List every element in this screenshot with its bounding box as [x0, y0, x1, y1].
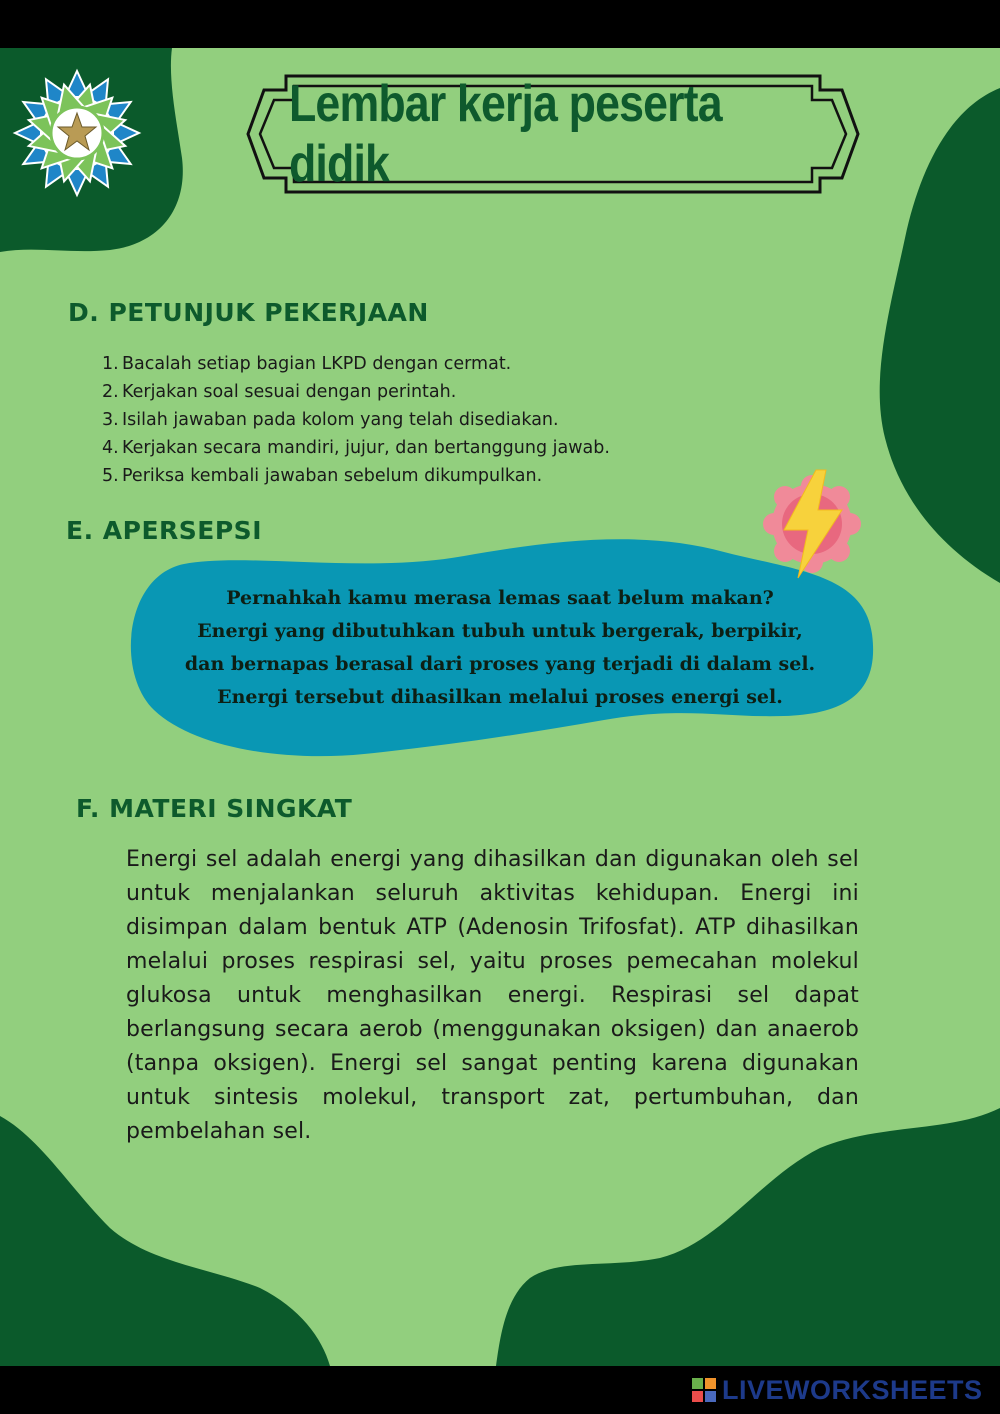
- section-e-heading: E. APERSEPSI: [66, 516, 262, 545]
- liveworksheets-logo-icon: [692, 1378, 716, 1402]
- right-blob: [880, 88, 1000, 583]
- watermark-text: LIVEWORKSHEETS: [722, 1374, 983, 1405]
- section-f-heading: F. MATERI SINGKAT: [76, 794, 353, 823]
- list-item: [102, 350, 802, 378]
- lightning-bolt-icon: [760, 466, 864, 582]
- instruction-list: [102, 350, 802, 490]
- list-item-number: 5.: [102, 466, 119, 486]
- list-item-text: Isilah jawaban pada kolom yang telah disediakan.: [122, 410, 559, 430]
- list-item: [102, 406, 802, 434]
- list-item-text: Kerjakan soal sesuai dengan perintah.: [122, 382, 457, 402]
- list-item-number: 1.: [102, 354, 119, 374]
- list-item-text: Periksa kembali jawaban sebelum dikumpulkan.: [122, 466, 543, 486]
- apersepsi-line: Energi tersebut dihasilkan melalui proses energi sel.: [217, 686, 783, 708]
- logo-icon: [12, 68, 142, 198]
- list-item: [102, 378, 802, 406]
- section-d-heading: D. PETUNJUK PEKERJAAN: [68, 298, 429, 327]
- page-title: Lembar kerja peserta didik: [288, 75, 722, 193]
- bottom-left-blob: [0, 1116, 330, 1366]
- list-item-number: 2.: [102, 382, 119, 402]
- apersepsi-line: Pernahkah kamu merasa lemas saat belum makan?: [226, 587, 774, 609]
- list-item: [102, 434, 802, 462]
- list-item-text: Kerjakan secara mandiri, jujur, dan bertanggung jawab.: [122, 438, 610, 458]
- list-item: [102, 462, 802, 490]
- list-item-text: Bacalah setiap bagian LKPD dengan cermat.: [122, 354, 512, 374]
- apersepsi-line: dan bernapas berasal dari proses yang terjadi di dalam sel.: [184, 653, 816, 675]
- materi-body: Energi sel adalah energi yang dihasilkan dan digunakan oleh sel untuk menjalankan seluruh aktivitas kehidupan. Energi ini disimpan dalam bentuk ATP (Adenosin Trifosfat). ATP dihasilkan melalui proses respirasi sel, yaitu proses pemecahan molekul glukosa untuk menghasilkan energi. Respirasi sel dapat berlangsung secara aerob (menggunakan oksigen) dan anaerob (tanpa oksigen). Energi sel sangat penting karena digunakan untuk sintesis molekul, transport zat, pertumbuhan, dan pembelahan sel.: [126, 847, 859, 1144]
- list-item-number: 3.: [102, 410, 119, 430]
- apersepsi-text: [160, 582, 840, 714]
- apersepsi-line: Energi yang dibutuhkan tubuh untuk bergerak, berpikir,: [197, 620, 803, 642]
- list-item-number: 4.: [102, 438, 119, 458]
- worksheet-page: [0, 48, 1000, 1366]
- watermark: [692, 1376, 983, 1404]
